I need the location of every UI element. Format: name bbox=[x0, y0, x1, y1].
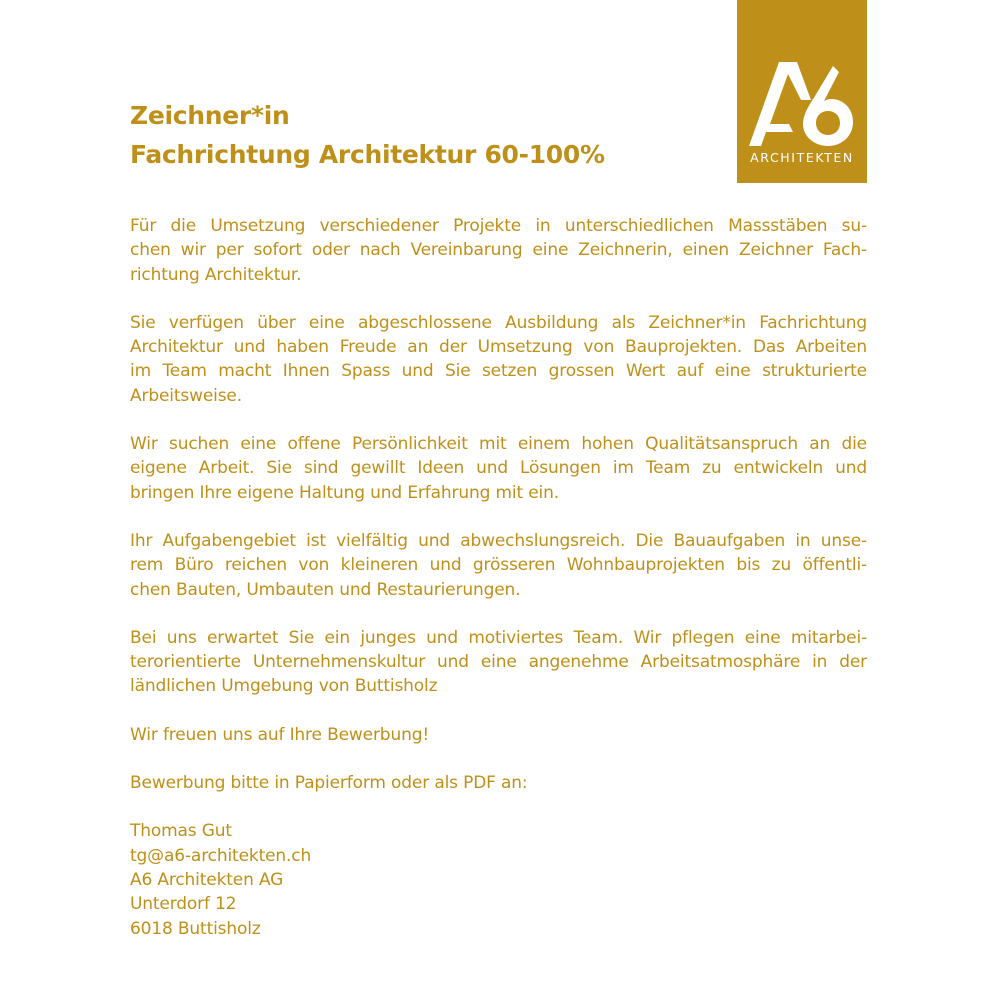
paragraph-tasks bbox=[130, 529, 867, 602]
contact-company: A6 Architekten AG bbox=[130, 869, 284, 890]
paragraph-team bbox=[130, 626, 867, 699]
text-line: richtung Architektur. bbox=[130, 264, 302, 285]
contact-block bbox=[130, 819, 867, 940]
contact-city: 6018 Buttisholz bbox=[130, 918, 261, 939]
text-line: chen wir per sofort oder nach Vereinbarung eine Zeichnerin, einen Zeichner Fach- bbox=[130, 240, 867, 261]
text-line: Wir suchen eine offene Persönlichkeit mit einem hohen Qualitätsanspruch an die bbox=[130, 434, 867, 455]
page-title bbox=[130, 96, 605, 174]
job-description bbox=[130, 214, 867, 965]
text-line: Ihr Aufgabengebiet ist vielfältig und abwechslungsreich. Die Bauaufgaben in unse- bbox=[130, 530, 867, 551]
paragraph-personality bbox=[130, 432, 867, 505]
paragraph-requirements bbox=[130, 311, 867, 408]
paragraph-closing bbox=[130, 723, 867, 747]
text-line: terorientierte Unternehmenskultur und eine angenehme Arbeitsatmosphäre in der bbox=[130, 652, 867, 673]
text-line: Architektur und haben Freude an der Umsetzung von Bauprojekten. Das Arbeiten bbox=[130, 337, 867, 358]
text-line: ländlichen Umgebung von Buttisholz bbox=[130, 676, 438, 697]
text-line: Sie verfügen über eine abgeschlossene Ausbildung als Zeichner*in Fachrichtung bbox=[130, 312, 867, 333]
contact-name: Thomas Gut bbox=[130, 821, 232, 842]
title-line-2: Fachrichtung Architektur 60-100% bbox=[130, 140, 605, 169]
paragraph-intro bbox=[130, 214, 867, 287]
text-line: Bei uns erwartet Sie ein junges und motiviertes Team. Wir pflegen eine mitarbei- bbox=[130, 627, 867, 648]
text-line: eigene Arbeit. Sie sind gewillt Ideen und Lösungen im Team zu entwickeln und bbox=[130, 458, 867, 479]
text-line: Arbeitsweise. bbox=[130, 385, 242, 406]
contact-street: Unterdorf 12 bbox=[130, 894, 237, 915]
text-line: im Team macht Ihnen Spass und Sie setzen grossen Wert auf eine strukturierte bbox=[130, 361, 867, 382]
paragraph-application bbox=[130, 771, 867, 795]
text-line: bringen Ihre eigene Haltung und Erfahrung mit ein. bbox=[130, 482, 559, 503]
text-line: Bewerbung bitte in Papierform oder als PDF an: bbox=[130, 773, 528, 794]
a6-logo-mark bbox=[749, 62, 855, 146]
contact-email[interactable]: tg@a6-architekten.ch bbox=[130, 845, 312, 866]
text-line: rem Büro reichen von kleineren und grösseren Wohnbauprojekten bis zu öffentli- bbox=[130, 555, 867, 576]
company-logo bbox=[737, 0, 867, 183]
text-line: Für die Umsetzung verschiedener Projekte in unterschiedlichen Massstäben su- bbox=[130, 216, 867, 236]
text-line: Wir freuen uns auf Ihre Bewerbung! bbox=[130, 724, 429, 745]
logo-wordmark: ARCHITEKTEN bbox=[750, 150, 854, 165]
text-line: chen Bauten, Umbauten und Restaurierungen. bbox=[130, 579, 521, 600]
title-line-1: Zeichner*in bbox=[130, 101, 290, 130]
